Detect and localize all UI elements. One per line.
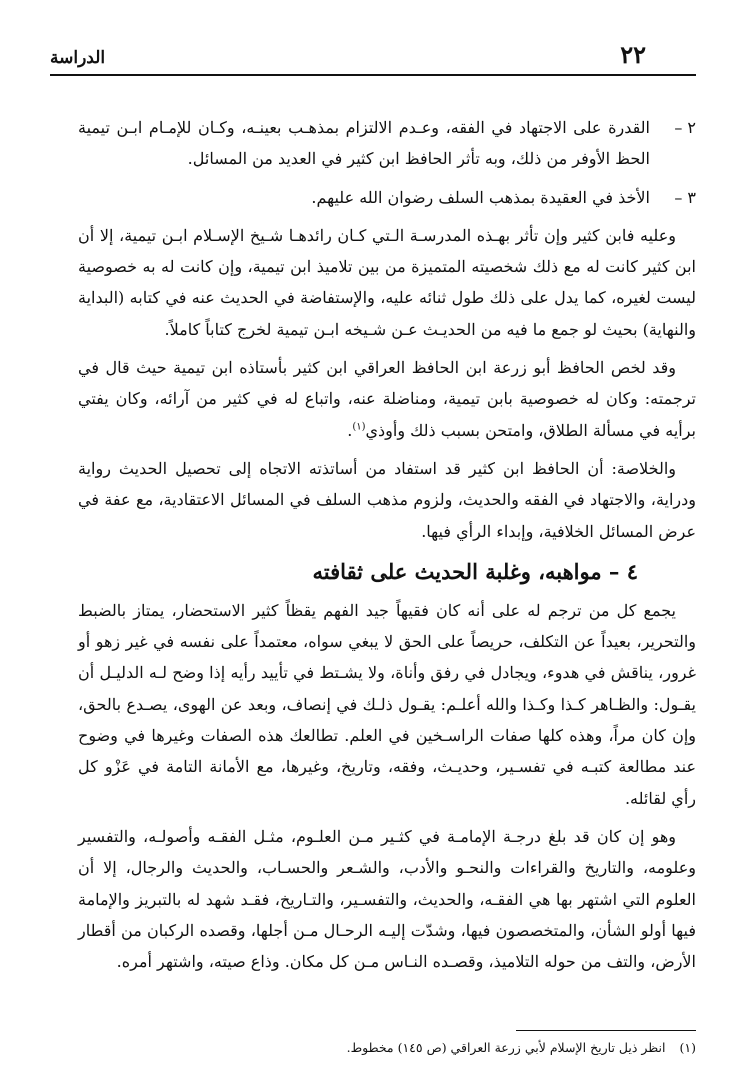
paragraph-end: . bbox=[347, 420, 353, 440]
paragraph-qualities: يجمع كل من ترجم له على أنه كان فقيهاً جيد الفهم يقظاً كثير الاستحضار، يمتاز بالضبط والتحرير، بعيداً عن التكلف، حريصاً على الحق لا يبغي سواه، معتمداً على نفسه في غير زهو أو غرور، يناقش في هدوء، ويجادل في رفق وأناة، ولا يشـتط في تأييد رأيه إذا وضح لـه الدليـل أن يقـول: والظـاهر كـذا وكـذا والله أعلـم: يقـول ذلـك في إنصاف، وبعد عن الهوى، يصـدع بالحق، وإن كان مراً، وهذه كلها صفات الراسـخين في العلم. تطالعك هذه الصفات وغيرها في وضوح عند مطالعة كتبـه في تفسـير، وحديـث، وفقه، وتاريخ، وغيرها، مع الأمانة التامة في عَزْو كل رأي لقائله. bbox=[78, 600, 696, 808]
list-item-number: ٢ – bbox=[674, 118, 696, 137]
page-number: ٢٢ bbox=[620, 40, 646, 69]
list-item-text: الأخذ في العقيدة بمذهب السلف رضوان الله عليهم. bbox=[311, 187, 650, 207]
footnote-marker: (١) bbox=[352, 421, 366, 433]
paragraph-abu-zura-summary bbox=[78, 352, 696, 446]
page-body bbox=[78, 112, 696, 984]
page-header bbox=[50, 40, 696, 74]
list-item bbox=[78, 182, 696, 213]
section-heading: ٤ – مواهبه، وغلبة الحديث على ثقافته bbox=[312, 558, 638, 584]
list-item-text: القدرة على الاجتهاد في الفقه، وعـدم الالتزام بمذهـب بعينـه، وكـان للإمـام ابـن تيمية الحظ الأوفر من ذلك، وبه تأثر الحافظ ابن كثير في العديد من المسائل. bbox=[78, 118, 650, 169]
paragraph-ibn-taymiyyah-school: وعليه فابن كثير وإن تأثر بهـذه المدرسـة الـتي كـان رائدهـا شـيخ الإسـلام ابـن تيمية، إلا أن ابن كثير كانت له مع ذلك شخصيته المتميزة من بين تلاميذ ابن تيمية، وإن كانت له به خصوصية ليست لغيره، كما يدل على ذلك طول ثنائه عليه، والإستفاضة في الحديث عنه في كتابه (البداية والنهاية) بحيث لو جمع ما فيه من الحديـث عـن شـيخه ابـن تيمية لخرج كتاباً كاملاً. bbox=[78, 225, 697, 339]
paragraph-conclusion: والخلاصة: أن الحافظ ابن كثير قد استفاد من أساتذته الاتجاه إلى تحصيل الحديث رواية ودراية، والاجتهاد في الفقه والحديث، ولزوم مذهب السلف في المسائل الاعتقادية، مع عفة في عرض المسائل الخلافية، وإبداء الرأي فيها. bbox=[78, 458, 696, 541]
paragraph-sciences: وهو إن كان قد بلغ درجـة الإمامـة في كثـير مـن العلـوم، مثـل الفقـه وأصولـه، والتفسير وعلومه، والتاريخ والقراءات والنحـو والأدب، والشـعر والحسـاب، والحديث والرجال، إلا أن العلوم التي اشتهر بها هي الفقـه، والحديث، والتفسـير، والتـاريخ، فقـد شهد له بالتبريز والإمامة فيها أولو الشأن، والمتخصصون فيها، وشدّت إليـه الرحـال مـن أجلها، وقصده الركبان من أقطار الأرض، والتف من حوله التلاميذ، وقصـده النـاس مـن كل مكان. وذاع صيته، واشتهر أمره. bbox=[78, 826, 696, 972]
footnote-number: (١) bbox=[679, 1040, 696, 1055]
running-header-title: الدراسة bbox=[50, 48, 106, 68]
footnote-separator bbox=[516, 1030, 696, 1031]
header-rule bbox=[50, 74, 696, 76]
list-item-number: ٣ – bbox=[674, 187, 696, 207]
list-item bbox=[78, 112, 696, 175]
paragraph-text: وقد لخص الحافظ أبو زرعة ابن الحافظ العراقي ابن كثير بأستاذه ابن تيمية حيث قال في ترجمته: وكان له خصوصية بابن تيمية، ومناضلة عنه، واتباع له في كثير من آرائه، وكان يفتي برأيه في مسألة الطلاق، وامتحن بسبب ذلك وأوذي bbox=[78, 358, 696, 440]
footnote-text: انظر ذيل تاريخ الإسلام لأبي زرعة العراقي (ص ١٤٥) مخطوط. bbox=[346, 1040, 666, 1055]
footnote bbox=[78, 1038, 696, 1058]
